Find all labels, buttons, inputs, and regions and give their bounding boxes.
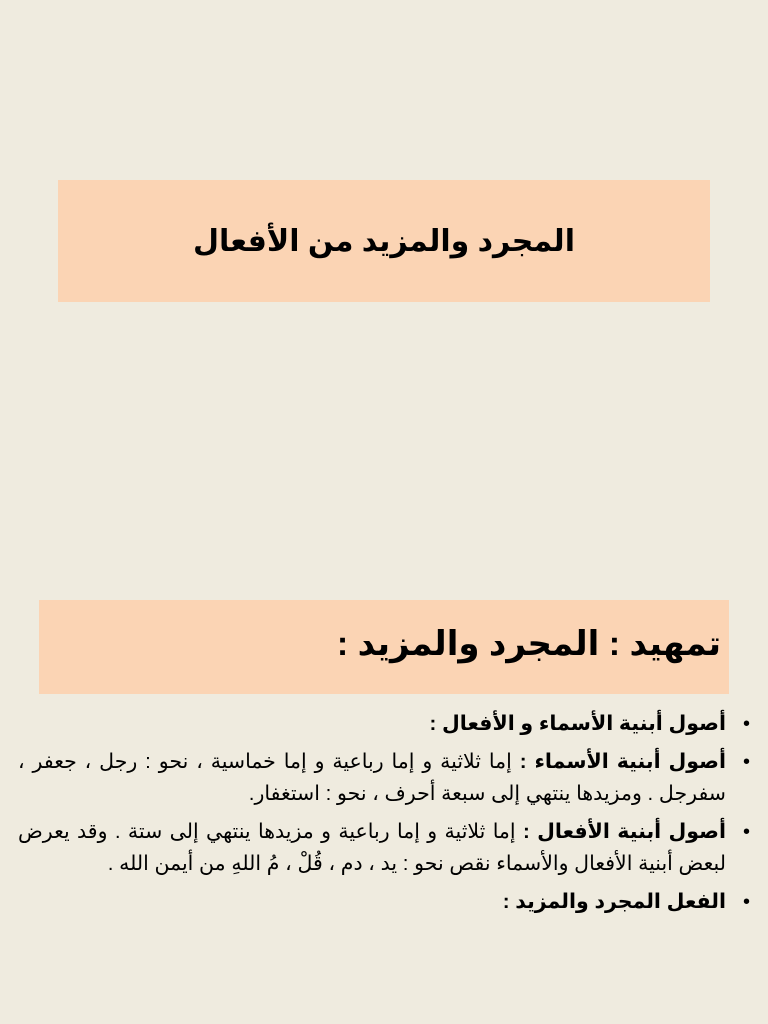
section-heading-box bbox=[39, 600, 729, 694]
bullet-label: أصول أبنية الأفعال : bbox=[522, 820, 726, 843]
section-heading: تمهيد : المجرد والمزيد : bbox=[336, 625, 721, 663]
bullet-list bbox=[14, 708, 762, 924]
bullet-label: أصول أبنية الأسماء : bbox=[519, 750, 726, 773]
bullet-label: الفعل المجرد والمزيد : bbox=[502, 890, 726, 913]
bullet-text: إما ثلاثية و إما رباعية و مزيدها ينتهي إلى ستة . وقد يعرض لبعض أبنية الأفعال والأسماء نقص نحو : يد ، دم ، قُلْ ، مُ اللهِ من أيمن الله . bbox=[18, 820, 726, 875]
bullet-item bbox=[14, 816, 762, 880]
title-box bbox=[58, 180, 710, 302]
bullet-text: إما ثلاثية و إما رباعية و إما خماسية ، نحو : رجل ، جعفر ، سفرجل . ومزيدها ينتهي إلى سبعة أحرف ، نحو : استغفار. bbox=[18, 750, 726, 805]
slide-title: المجرد والمزيد من الأفعال bbox=[193, 224, 575, 258]
bullet-item bbox=[14, 746, 762, 810]
bullet-item bbox=[14, 708, 762, 740]
bullet-item bbox=[14, 886, 762, 918]
bullet-label: أصول أبنية الأسماء و الأفعال : bbox=[429, 712, 726, 735]
